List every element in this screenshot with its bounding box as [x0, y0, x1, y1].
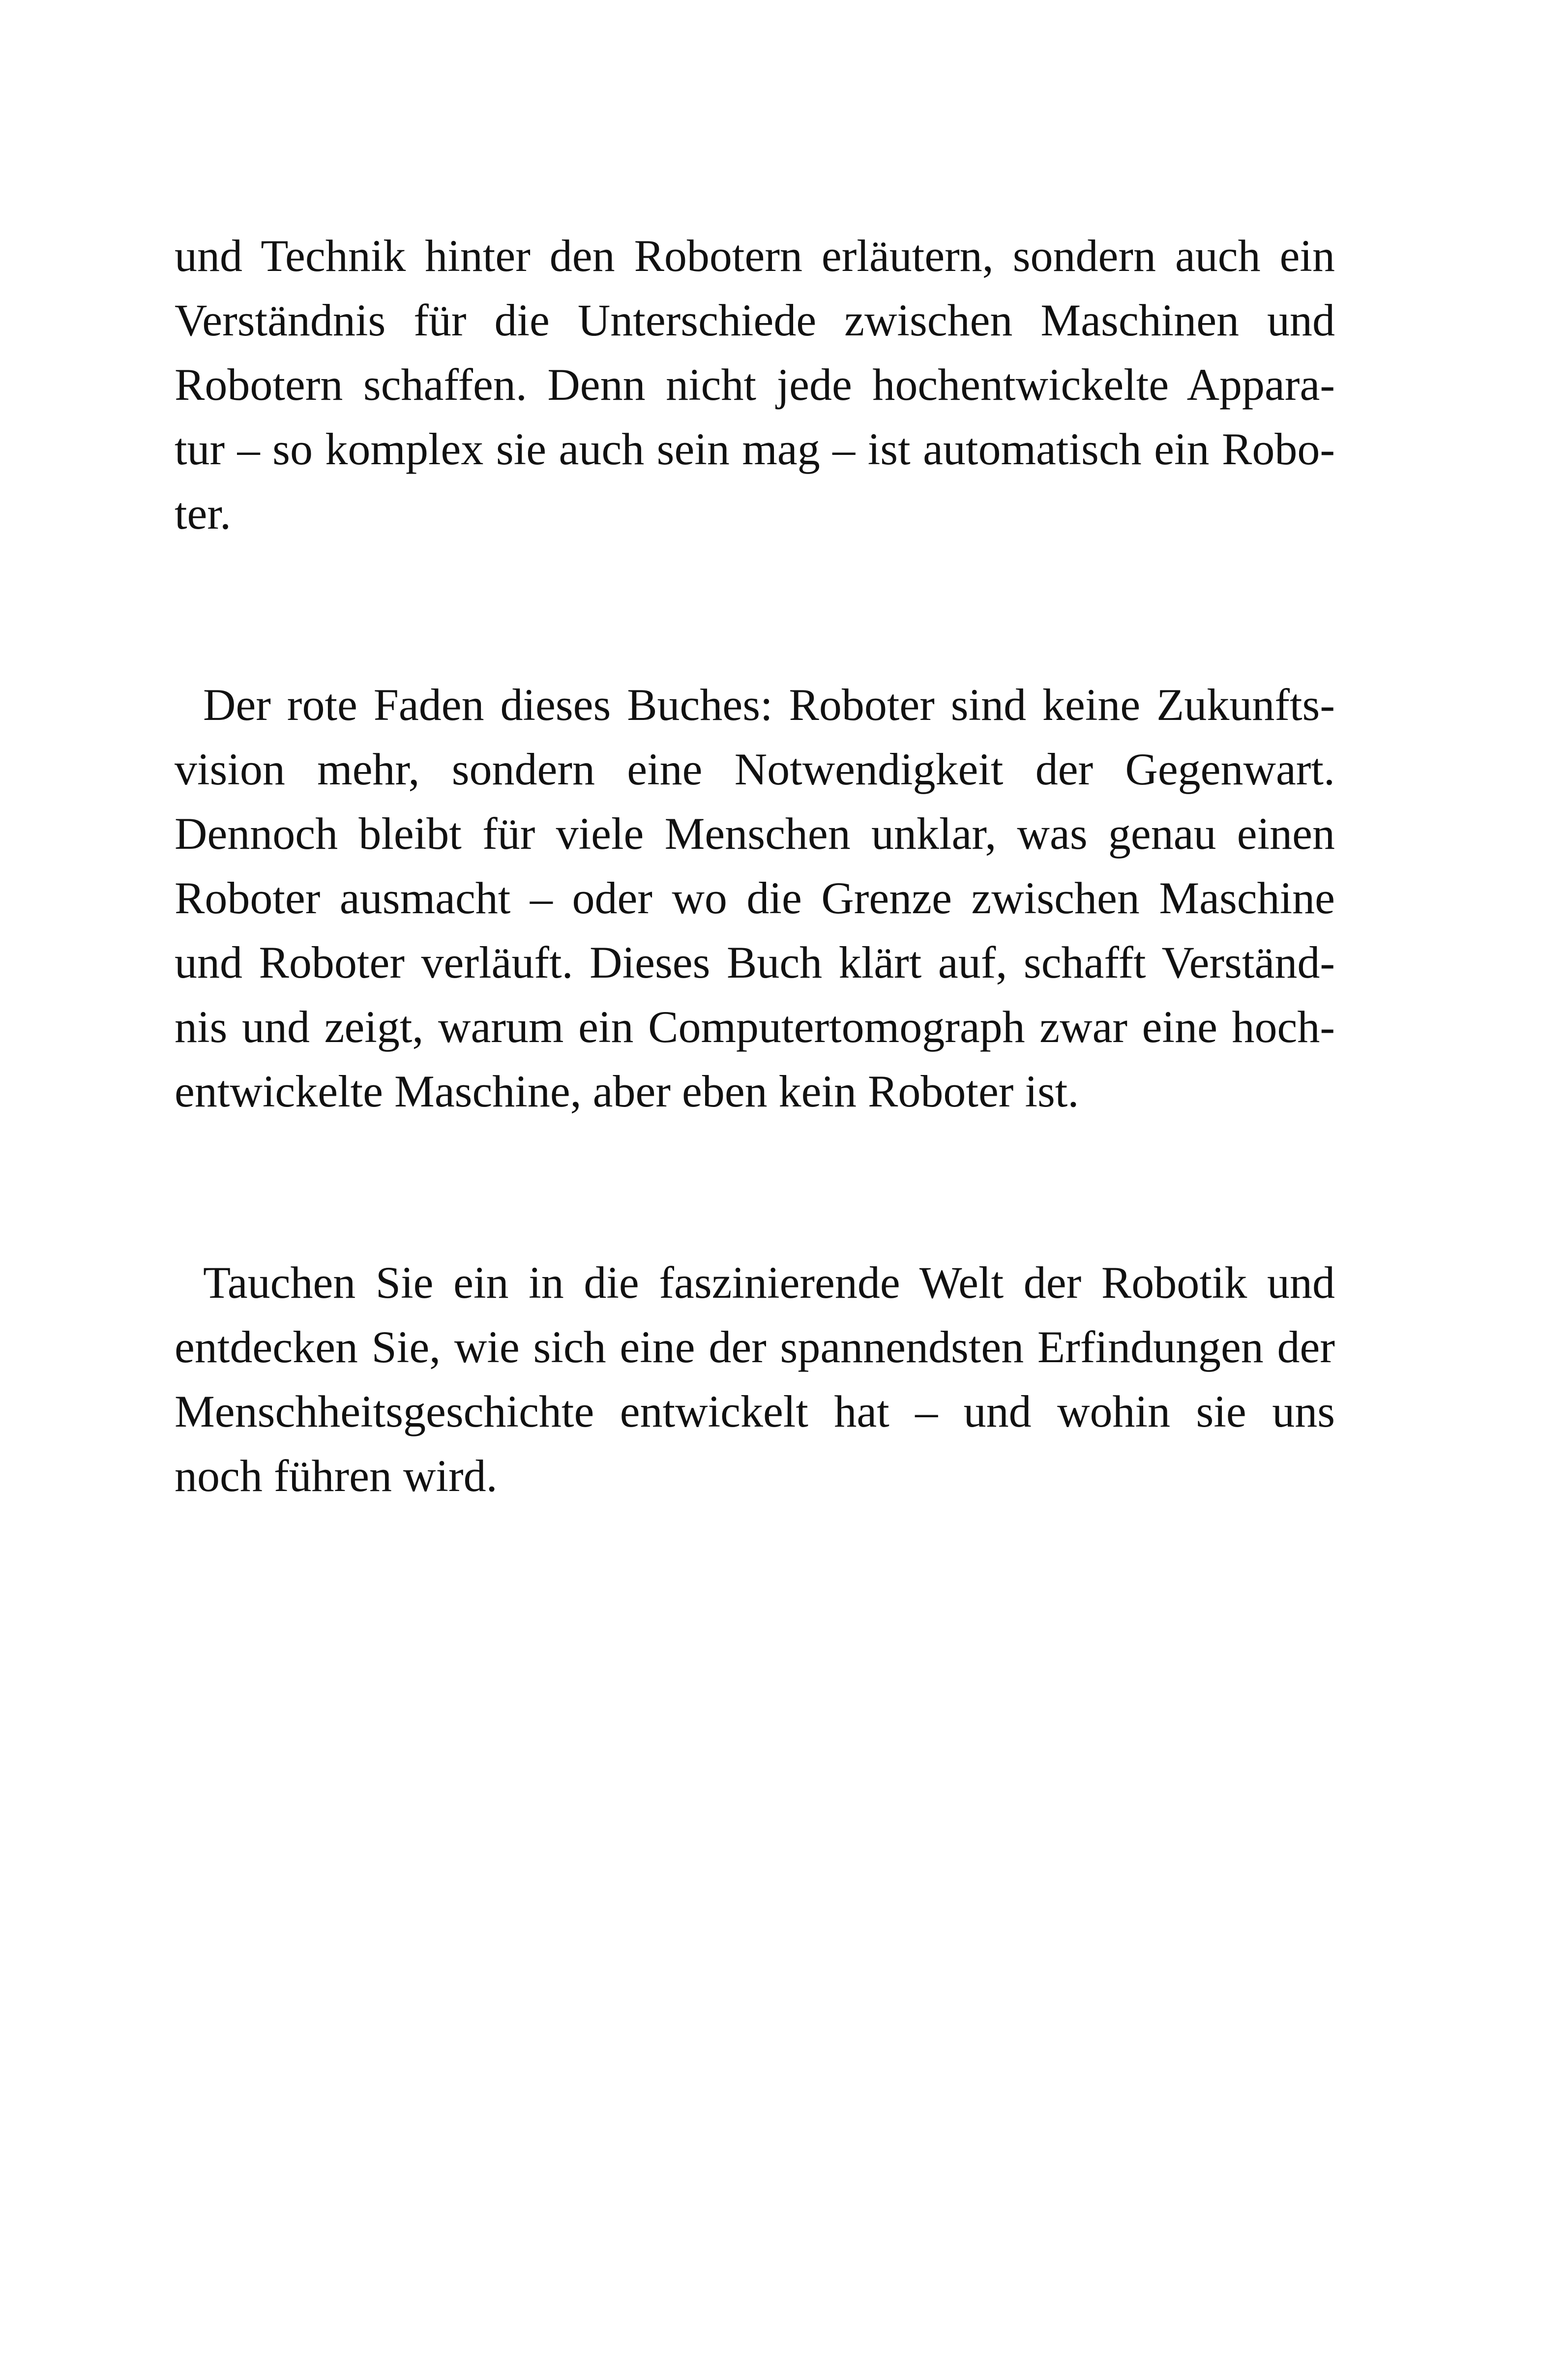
- text-line: und Technik hinter den Robotern erläutern, sondern auch ein: [175, 231, 1335, 281]
- paragraph-spacer: [175, 1124, 1335, 1251]
- text-line: Tauchen Sie ein in die faszinierende Welt der Robotik und: [203, 1257, 1335, 1308]
- paragraph-2: [175, 673, 1335, 1124]
- text-line: Der rote Faden dieses Buches: Roboter sind keine Zukunfts-: [203, 680, 1335, 730]
- text-line: Roboter ausmacht – oder wo die Grenze zwischen Maschine: [175, 873, 1335, 923]
- text-line: noch führen wird.: [175, 1451, 498, 1501]
- paragraph-1: [175, 224, 1335, 546]
- text-line: Menschheitsgeschichte entwickelt hat – und wohin sie uns: [175, 1386, 1335, 1436]
- text-line: vision mehr, sondern eine Notwendigkeit der Gegenwart.: [175, 744, 1335, 794]
- text-line: entwickelte Maschine, aber eben kein Roboter ist.: [175, 1066, 1079, 1116]
- text-line: entdecken Sie, wie sich eine der spannendsten Erfindungen der: [175, 1322, 1335, 1372]
- text-line: Verständnis für die Unterschiede zwischen Maschinen und: [175, 295, 1335, 345]
- paragraph-3: [175, 1251, 1335, 1508]
- text-line: nis und zeigt, warum ein Computertomograph zwar eine hoch-: [175, 1002, 1335, 1052]
- paragraph-spacer: [175, 546, 1335, 673]
- text-line: und Roboter verläuft. Dieses Buch klärt auf, schafft Verständ-: [175, 937, 1335, 987]
- text-line: Dennoch bleibt für viele Menschen unklar, was genau einen: [175, 808, 1335, 859]
- text-line: ter.: [175, 488, 231, 538]
- body-text: [175, 224, 1335, 1508]
- text-line: Robotern schaffen. Denn nicht jede hochentwickelte Appara-: [175, 359, 1335, 410]
- text-line: tur – so komplex sie auch sein mag – ist automatisch ein Robo-: [175, 424, 1335, 474]
